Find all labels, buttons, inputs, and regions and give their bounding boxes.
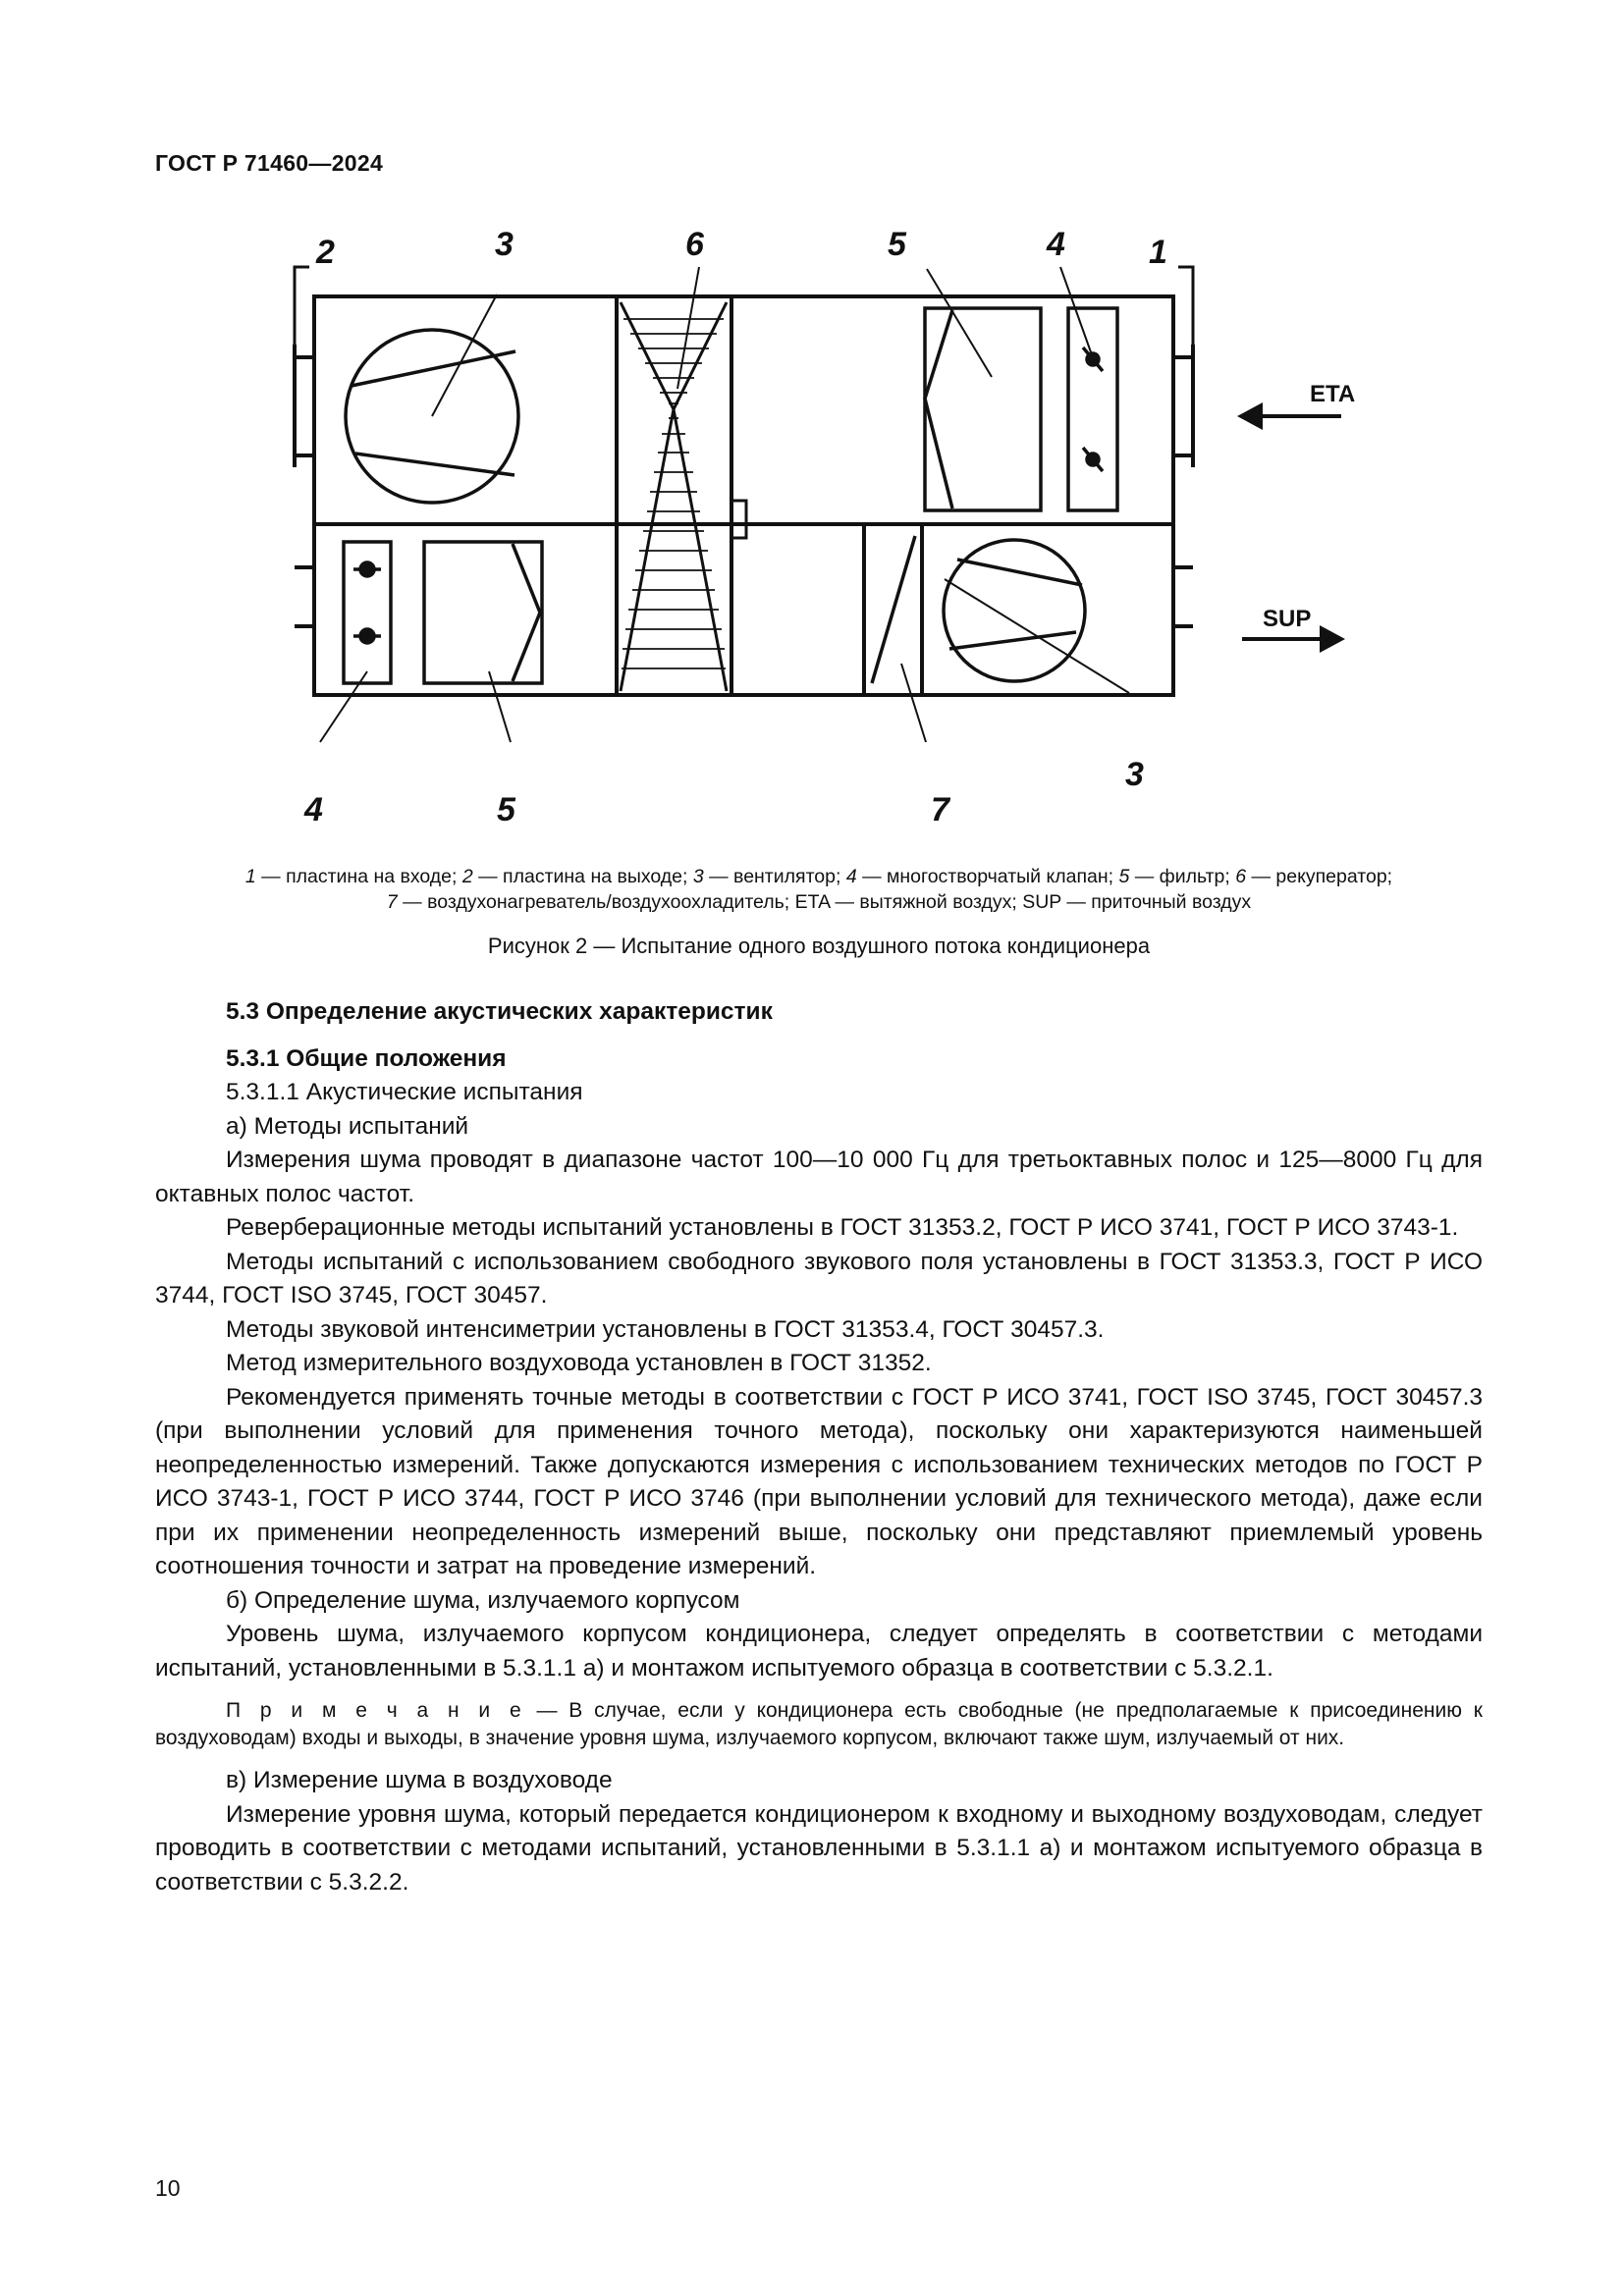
legend-num: 4 <box>845 866 857 887</box>
legend-text: — воздухонагреватель/воздухоохладитель; ETA — вытяжной воздух; SUP — приточный воздух <box>397 891 1252 913</box>
page-number: 10 <box>155 2175 181 2201</box>
paragraph: Рекомендуется применять точные методы в соответствии с ГОСТ Р ИСО 3741, ГОСТ ISO 3745, ГОСТ 30457.3 (при выполнении условий для применения точного метода), поскольку они характеризуются наименьшей неопределенностью измерений. Также допускаются измерения с использованием технических методов по ГОСТ Р ИСО 3743-1, ГОСТ Р ИСО 3744, ГОСТ Р ИСО 3746 (при выполнении условий для технического метода), даже если при их применении неопределенность измерений выше, поскольку они представляют приемлемый уровень соотношения точности и затрат на проведение измерений. <box>155 1383 1483 1579</box>
label-3-top: 3 <box>495 232 514 263</box>
paragraph: Методы звуковой интенсиметрии установлены в ГОСТ 31353.4, ГОСТ 30457.3. <box>226 1315 1105 1343</box>
damper-bottom <box>344 542 391 683</box>
paragraph: Измерение уровня шума, который передается кондиционером к входному и выходному воздуховодам, следует проводить в соответствии с методами испытаний, установленными в 5.3.1.1 а) и монтажом испытуемого образца в соответствии с 5.3.2.2. <box>155 1800 1483 1896</box>
paragraph: 5.3.1.1 Акустические испытания <box>226 1079 583 1105</box>
fan-bottom <box>944 540 1085 681</box>
figure-title: Рисунок 2 — Испытание одного воздушного потока кондиционера <box>487 934 1151 958</box>
legend-num: 7 <box>386 891 398 913</box>
paragraph: Реверберационные методы испытаний установлены в ГОСТ 31353.2, ГОСТ Р ИСО 3741, ГОСТ Р ИСО 3743-1. <box>226 1214 1459 1241</box>
label-7: 7 <box>931 791 949 828</box>
paragraph: Методы испытаний с использованием свободного звукового поля установлены в ГОСТ 31353.3, ГОСТ Р ИСО 3744, ГОСТ ISO 3745, ГОСТ 30457. <box>155 1248 1483 1308</box>
figure-legend <box>155 864 1483 915</box>
legend-num: 2 <box>461 866 473 887</box>
label-3-bottom: 3 <box>1125 756 1144 793</box>
damper-top <box>1068 308 1117 510</box>
legend-text: — рекуператор; <box>1246 866 1393 887</box>
label-1: 1 <box>1149 234 1167 271</box>
legend-text: — фильтр; <box>1129 866 1236 887</box>
filter-top <box>925 308 1041 510</box>
legend-text: — пластина на выходе; <box>472 866 693 887</box>
paragraph: Метод измерительного воздуховода установлен в ГОСТ 31352. <box>226 1350 932 1376</box>
subsection-heading: 5.3.1 Общие положения <box>226 1044 507 1072</box>
label-4-top: 4 <box>1047 232 1065 263</box>
figure-diagram <box>265 232 1375 840</box>
label-5-top: 5 <box>888 232 906 263</box>
body-text <box>155 995 1483 1899</box>
paragraph: в) Измерение шума в воздуховоде <box>226 1767 613 1793</box>
legend-num: 6 <box>1235 866 1247 887</box>
paragraph: Уровень шума, излучаемого корпусом кондиционера, следует определять в соответствии с методами испытаний, установленными в 5.3.1.1 а) и монтажом испытуемого образца в соответствии с 5.3.2.1. <box>155 1621 1483 1682</box>
label-5-bottom: 5 <box>497 791 515 828</box>
legend-num: 5 <box>1118 866 1130 887</box>
paragraph: а) Методы испытаний <box>226 1112 469 1140</box>
recuperator <box>621 302 727 691</box>
label-6: 6 <box>685 232 704 263</box>
legend-num: 3 <box>692 866 704 887</box>
legend-num: 1 <box>244 866 256 887</box>
legend-text: — пластина на входе; <box>255 866 462 887</box>
note-label: П р и м е ч а н и е <box>226 1699 525 1722</box>
note <box>155 1697 1483 1752</box>
eta-label: ETA <box>1310 381 1356 407</box>
paragraph: б) Определение шума, излучаемого корпусом <box>226 1586 740 1614</box>
label-2: 2 <box>316 234 335 271</box>
label-4-bottom: 4 <box>304 791 323 828</box>
document-header: ГОСТ Р 71460—2024 <box>155 150 384 176</box>
legend-text: — вентилятор; <box>703 866 846 887</box>
heater-cooler <box>872 536 915 683</box>
sup-label: SUP <box>1263 606 1312 632</box>
filter-bottom <box>424 542 542 683</box>
paragraph: Измерения шума проводят в диапазоне частот 100—10 000 Гц для третьоктавных полос и 125—8000 Гц для октавных полос частот. <box>155 1147 1483 1207</box>
legend-text: — многостворчатый клапан; <box>856 866 1119 887</box>
section-heading: 5.3 Определение акустических характеристик <box>226 998 773 1025</box>
note-text: — В случае, если у кондиционера есть свободные (не предполагаемые к присоединению к воздуховодам) входы и выходы, в значение уровня шума, излучаемого корпусом, включают также шум, излучаемый от них. <box>155 1699 1483 1749</box>
